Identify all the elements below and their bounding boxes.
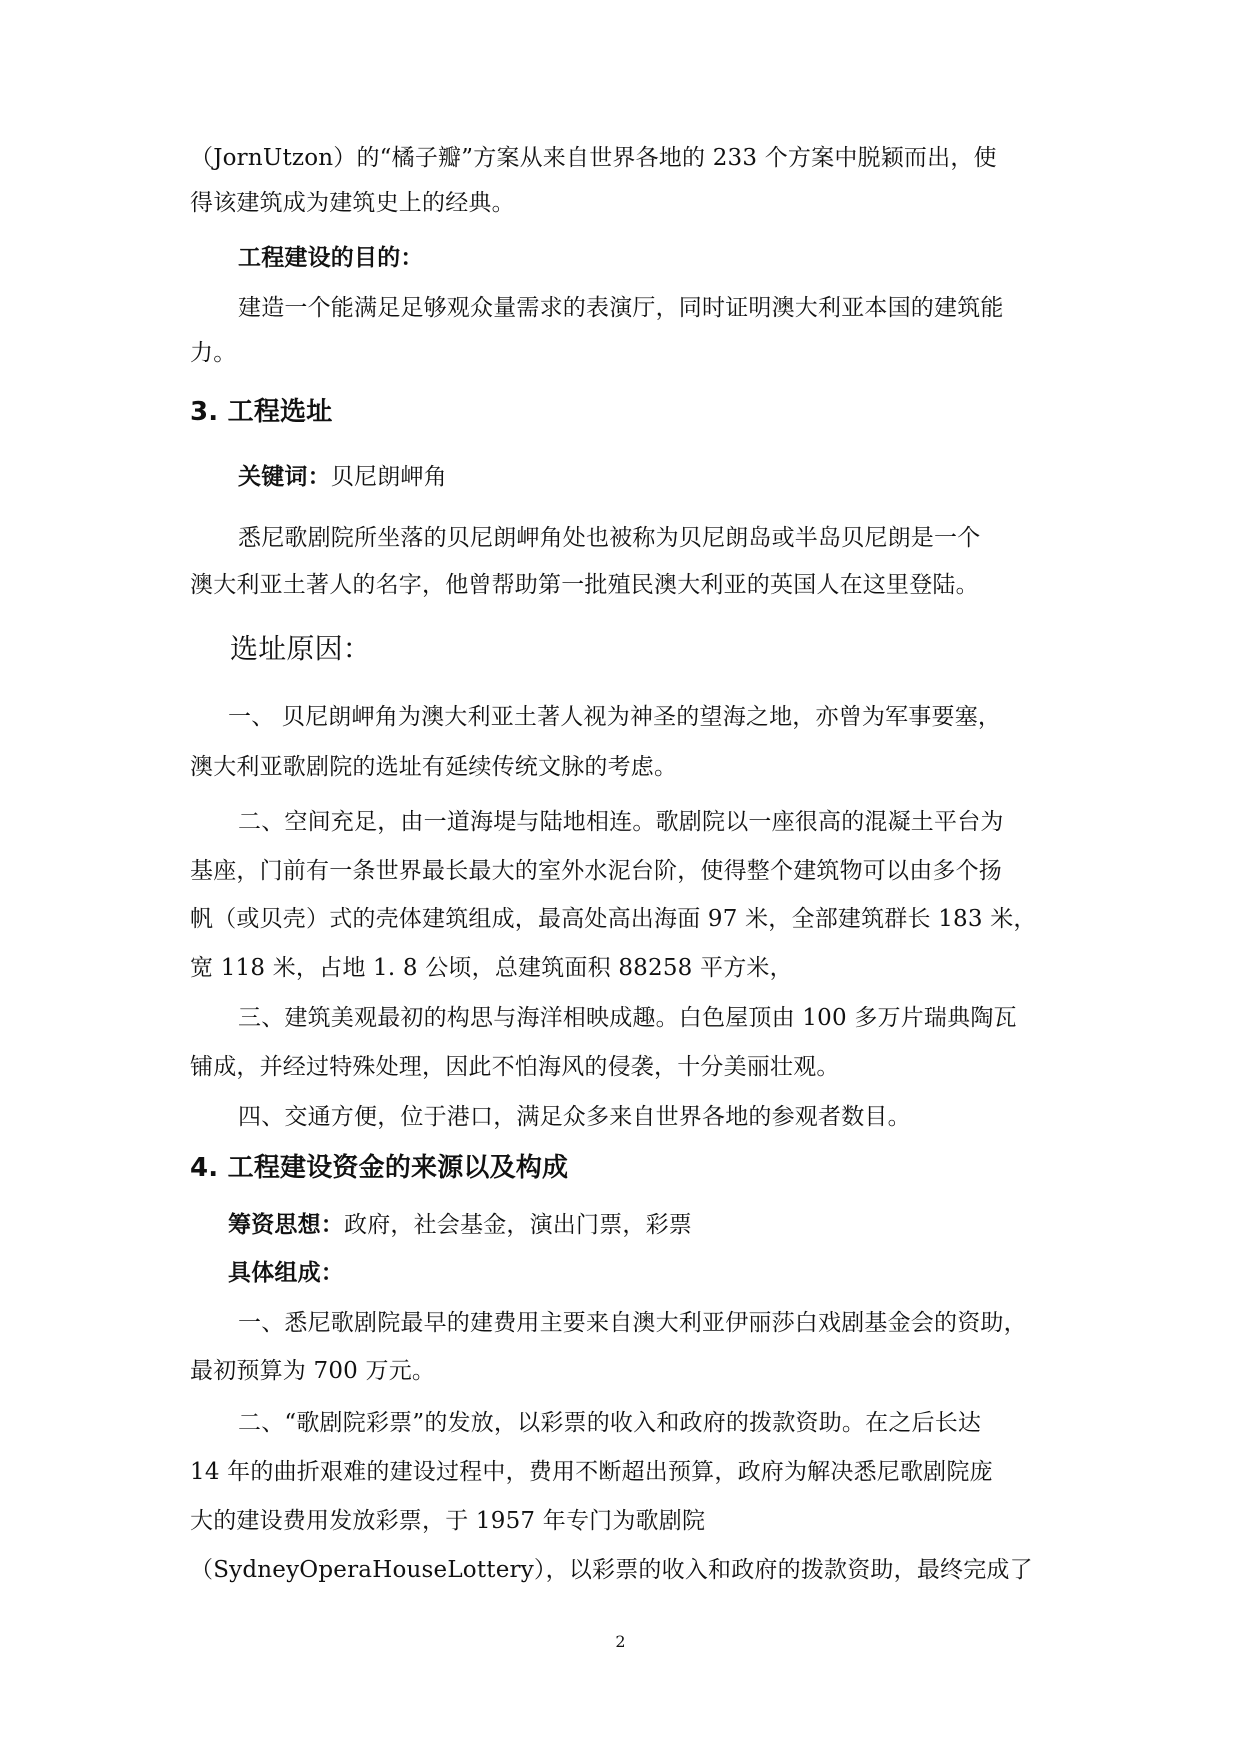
paragraph-line: 澳大利亚土著人的名字，他曾帮助第一批殖民澳大利亚的英国人在这里登陆。	[190, 572, 979, 598]
paragraph-line: 基座，门前有一条世界最长最大的室外水泥台阶，使得整个建筑物可以由多个扬	[190, 858, 1002, 884]
paragraph-line: 宽 118 米，占地 1. 8 公顷，总建筑面积 88258 平方米，	[190, 955, 793, 981]
paragraph-line: 大的建设费用发放彩票，于 1957 年专门为歌剧院	[190, 1508, 706, 1534]
funding-idea-line	[228, 1210, 1098, 1240]
paragraph-line: 一、 贝尼朗岬角为澳大利亚土著人视为神圣的望海之地，亦曾为军事要塞，	[228, 704, 1002, 730]
paragraph-line: 力。	[190, 340, 237, 366]
subheading-reasons: 选址原因：	[230, 632, 372, 665]
paragraph-line: 二、空间充足，由一道海堤与陆地相连。歌剧院以一座很高的混凝土平台为	[238, 809, 1004, 835]
keyword-value: 贝尼朗岬角	[330, 464, 447, 490]
paragraph-line: 二、“歌剧院彩票”的发放，以彩票的收入和政府的拨款资助。在之后长达	[238, 1410, 982, 1436]
paragraph-line: 帆（或贝壳）式的壳体建筑组成，最高处高出海面 97 米，全部建筑群长 183 米，	[190, 906, 1037, 932]
paragraph-line: 三、建筑美观最初的构思与海洋相映成趣。白色屋顶由 100 多万片瑞典陶瓦	[238, 1005, 1017, 1031]
section-heading-funding: 4. 工程建设资金的来源以及构成	[190, 1153, 569, 1183]
keyword-label: 关键词：	[238, 464, 331, 490]
paragraph-line: 14 年的曲折艰难的建设过程中，费用不断超出预算，政府为解决悉尼歌剧院庞	[190, 1459, 993, 1485]
paragraph-line: 一、悉尼歌剧院最早的建费用主要来自澳大利亚伊丽莎白戏剧基金会的资助，	[238, 1310, 1027, 1336]
subheading-composition: 具体组成：	[228, 1260, 344, 1286]
section-heading-site: 3. 工程选址	[190, 397, 333, 427]
paragraph-line: （SydneyOperaHouseLottery），以彩票的收入和政府的拨款资助，最终完成了	[190, 1557, 1033, 1583]
paragraph-line: 四、交通方便，位于港口，满足众多来自世界各地的参观者数目。	[238, 1104, 911, 1130]
paragraph-line: 最初预算为 700 万元。	[190, 1358, 436, 1384]
paragraph-line: （JornUtzon）的“橘子瓣”方案从来自世界各地的 233 个方案中脱颖而出，使	[190, 145, 997, 171]
paragraph-line: 得该建筑成为建筑史上的经典。	[190, 190, 515, 216]
page-number: 2	[615, 1632, 626, 1651]
paragraph-line: 澳大利亚歌剧院的选址有延续传统文脉的考虑。	[190, 754, 678, 780]
paragraph-line: 悉尼歌剧院所坐落的贝尼朗岬角处也被称为贝尼朗岛或半岛贝尼朗是一个	[238, 525, 981, 551]
paragraph-line: 铺成，并经过特殊处理，因此不怕海风的侵袭，十分美丽壮观。	[190, 1054, 840, 1080]
paragraph-line: 建造一个能满足足够观众量需求的表演厅，同时证明澳大利亚本国的建筑能	[238, 295, 1004, 321]
funding-idea-label: 筹资思想：	[228, 1212, 344, 1238]
subheading-purpose: 工程建设的目的：	[238, 245, 424, 271]
funding-idea-value: 政府，社会基金，演出门票，彩票	[344, 1212, 692, 1238]
keyword-line	[238, 462, 1108, 492]
